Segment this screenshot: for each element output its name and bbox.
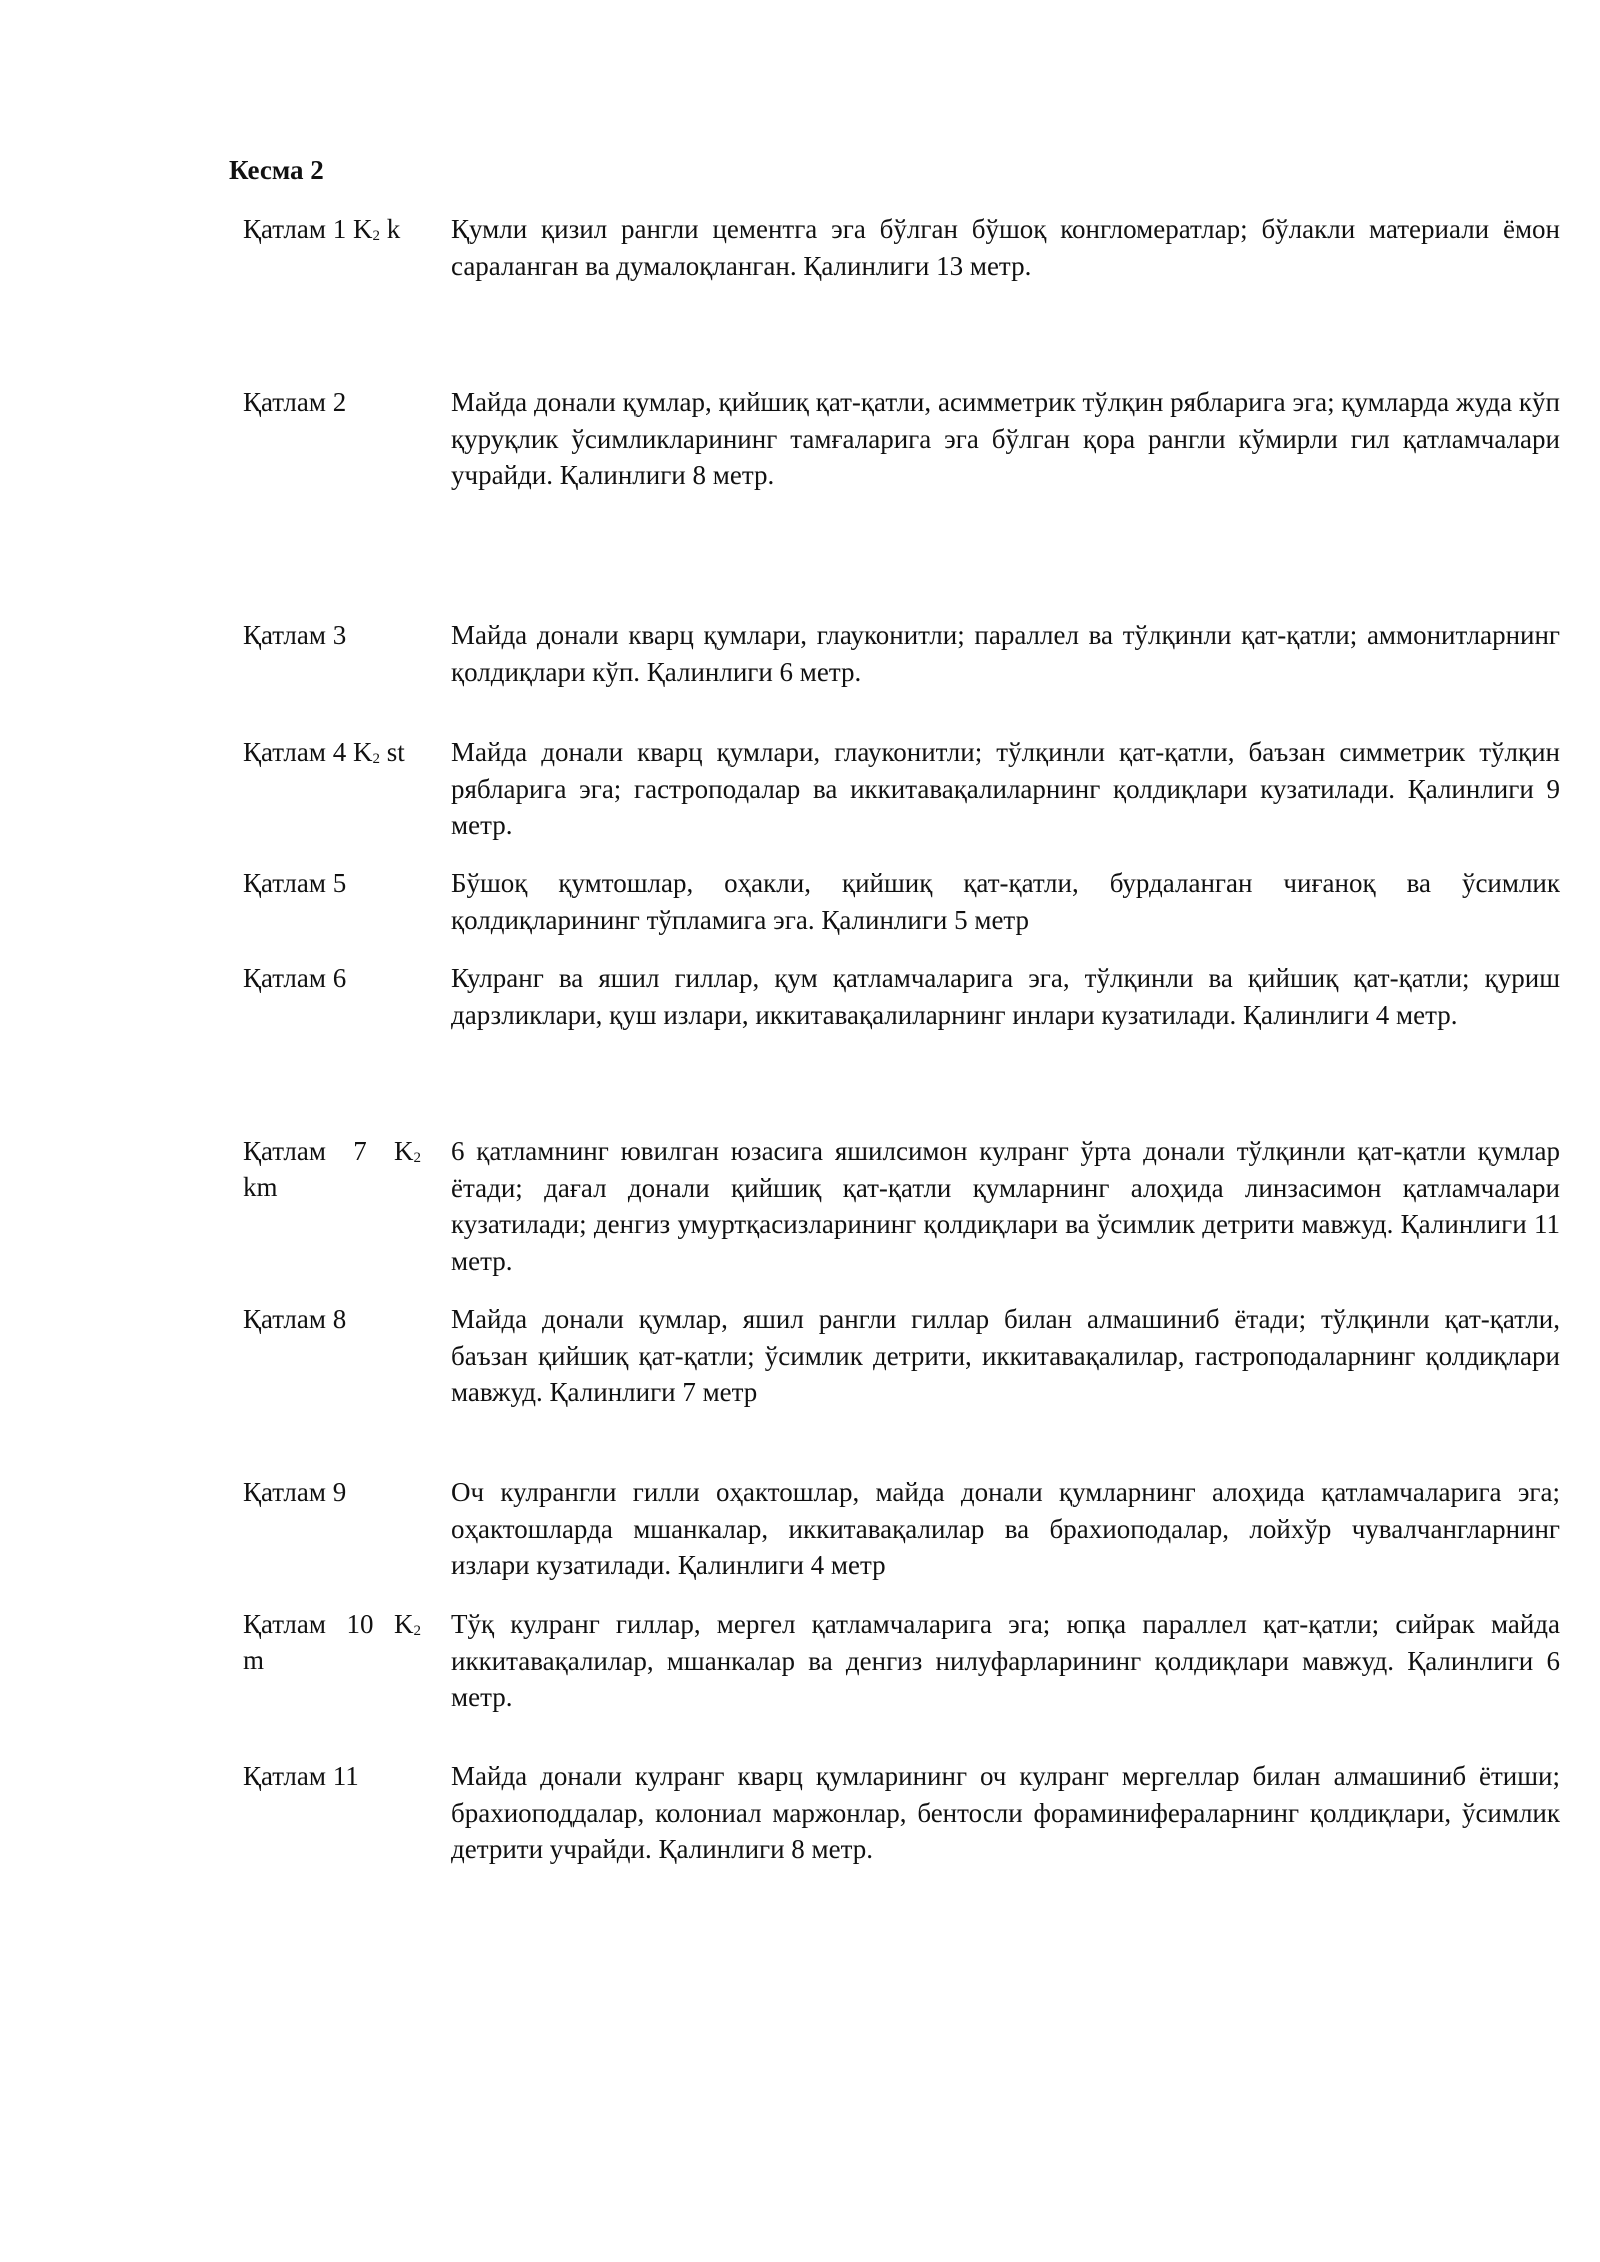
layer-name: Қатлам 6 [243,963,347,993]
layer-label-5 [243,865,423,901]
layer-name: Қатлам 3 [243,620,347,650]
layer-label-1 [243,211,423,247]
layer-label-10 [243,1606,421,1678]
layer-name: Қатлам 8 [243,1304,347,1334]
layer-name: Қатлам 1 [243,214,347,244]
layer-label-6 [243,960,423,996]
layer-name: Қатлам 4 [243,737,347,767]
layer-description-4: Майда донали кварц қумлари, глауконитли; тўлқинли қат-қатли, баъзан симметрик тўлқин рябларига эга; гастроподалар ва иккитавақалиларнинг қолдиқлари кузатилади. Қалинлиги 9 метр. [451,737,1560,840]
layer-index-suffix: m [243,1645,265,1675]
layer-description-6: Кулранг ва яшил гиллар, қум қатламчаларига эга, тўлқинли ва қийшиқ қат-қатли; қуриш дарзликлари, қуш излари, иккитавақалиларнинг инлари кузатилади. Қалинлиги 4 метр. [451,963,1560,1030]
layer-label-4 [243,734,423,770]
layer-description-2: Майда донали қумлар, қийшиқ қат-қатли, асимметрик тўлқин рябларига эга; қумларда жуда кўп қуруқлик ўсимликларининг тамғаларига эга бўлган қора рангли кўмирли гил қатламчалари учрайди. Қалинлиги 8 метр. [451,387,1560,490]
layer-index-suffix: k [386,214,401,244]
layer-index-letter: K [394,1136,414,1166]
layer-index-suffix: st [386,737,405,767]
layer-description-10: Тўқ кулранг гиллар, мергел қатламчаларига эга; юпқа параллел қат-қатли; сийрак майда иккитавақалилар, мшанкалар ва денгиз нилуфарларининг қолдиқлари мавжуд. Қалинлиги 6 метр. [451,1609,1560,1712]
layer-description-11: Майда донали кулранг кварц қумларининг оч кулранг мергеллар билан алмашиниб ётиши; брахиоподдалар, колониал маржонлар, бентосли фораминифераларнинг қолдиқлари, ўсимлик детрити учрайди. Қалинлиги 8 метр. [451,1761,1560,1864]
layer-label-3 [243,617,423,653]
layer-index-suffix: km [243,1172,278,1202]
layer-label-11 [243,1758,423,1794]
layer-label-8 [243,1301,423,1337]
layer-name: Қатлам 9 [243,1477,347,1507]
layer-index-subscript: 2 [372,751,380,767]
layer-description-8: Майда донали қумлар, яшил рангли гиллар билан алмашиниб ётади; тўлқинли қат-қатли, баъзан қийшиқ қат-қатли; ўсимлик детрити, иккитавақалилар, гастроподаларнинг қолдиқлари мавжуд. Қалинлиги 7 метр [451,1304,1560,1407]
section-heading: Кесма 2 [229,155,324,185]
layer-label-7 [243,1133,421,1205]
layer-label-2 [243,384,423,420]
layer-index-subscript: 2 [413,1623,421,1639]
layer-name: Қатлам 5 [243,868,347,898]
layer-description-7: 6 қатламнинг ювилган юзасига яшилсимон кулранг ўрта донали тўлқинли қат-қатли қумлар ётади; дағал донали қийшиқ қат-қатли қумларнинг алоҳида линзасимон қатламчалари кузатилади; денгиз умуртқасизларининг қолдиқлари ва ўсимлик детрити мавжуд. Қалинлиги 11 метр. [451,1136,1560,1276]
layer-index-letter: K [352,214,373,244]
layer-index-letter: K [352,737,373,767]
layer-index-subscript: 2 [372,228,380,244]
layer-description-1: Қумли қизил рангли цементга эга бўлган бўшоқ конгломератлар; бўлакли материали ёмон сараланган ва думалоқланган. Қалинлиги 13 метр. [451,214,1560,281]
layer-index-letter: K [394,1609,414,1639]
layer-description-3: Майда донали кварц қумлари, глауконитли; параллел ва тўлқинли қат-қатли; аммонитларнинг қолдиқлари кўп. Қалинлиги 6 метр. [451,620,1560,687]
layer-name: Қатлам 11 [243,1761,359,1791]
layer-name: Қатлам 2 [243,387,347,417]
layer-description-9: Оч кулрангли гилли оҳактошлар, майда донали қумларнинг алоҳида қатламчаларига эга; оҳактошларда мшанкалар, иккитавақалилар ва брахиоподалар, лойхўр чувалчангларнинг излари кузатилади. Қалинлиги 4 метр [451,1477,1560,1580]
layer-label-9 [243,1474,423,1510]
layer-name: Қатлам 10 [243,1609,374,1639]
layer-index-subscript: 2 [413,1150,421,1166]
layer-description-5: Бўшоқ қумтошлар, оҳакли, қийшиқ қат-қатли, бурдаланган чиғаноқ ва ўсимлик қолдиқларининг тўпламига эга. Қалинлиги 5 метр [451,868,1560,935]
layer-name: Қатлам 7 [243,1136,367,1166]
